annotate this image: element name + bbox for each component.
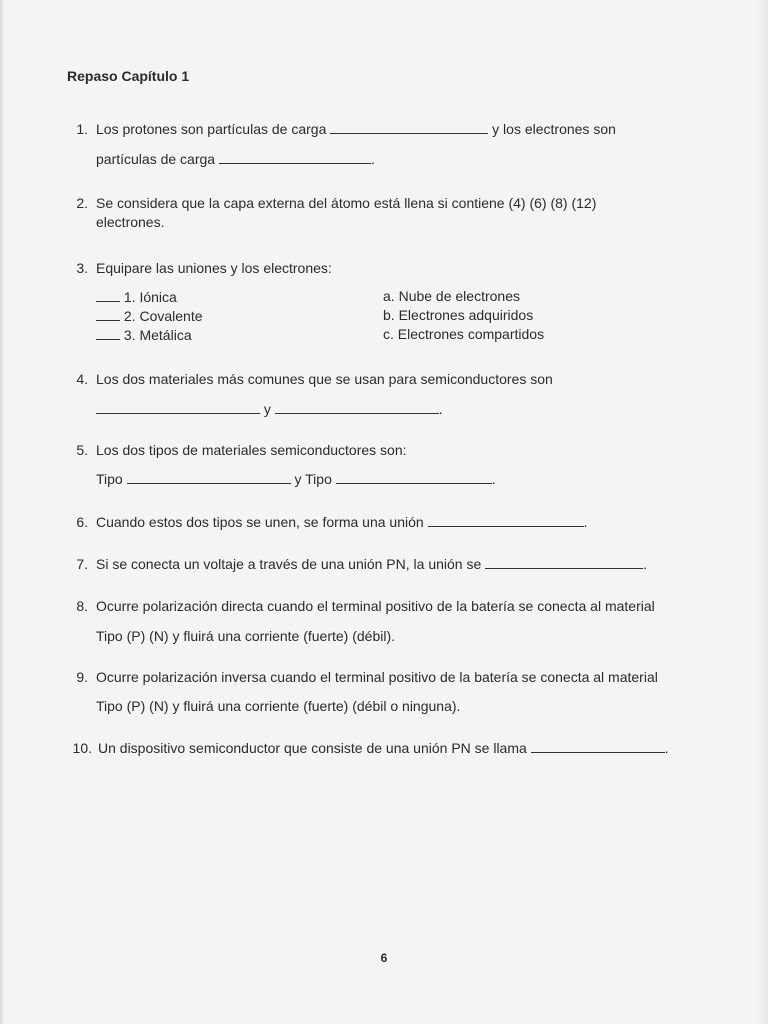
page-number: 6 bbox=[380, 951, 388, 965]
question-1-line-2 bbox=[96, 150, 375, 168]
question-6-text: Cuando estos dos tipos se unen, se forma una unión bbox=[96, 514, 424, 530]
question-1-blank-1[interactable] bbox=[330, 121, 488, 134]
question-4-period: . bbox=[438, 401, 443, 417]
question-5-line-2 bbox=[96, 470, 496, 488]
question-3-line-1: Equipare las uniones y los electrones: bbox=[96, 260, 332, 276]
match-left-item-2 bbox=[96, 307, 203, 325]
question-5-number: 5. bbox=[76, 442, 88, 458]
match-right-letter-c: c. bbox=[383, 326, 394, 342]
match-left-number-1: 1. bbox=[123, 289, 136, 305]
page-right-edge bbox=[758, 0, 768, 1024]
match-blank-3[interactable] bbox=[96, 327, 120, 340]
match-right-letter-a: a. bbox=[383, 288, 395, 304]
question-3-number: 3. bbox=[76, 260, 88, 276]
question-9-number: 9. bbox=[76, 669, 88, 685]
question-7-text: Si se conecta un voltaje a través de una unión PN, la unión se bbox=[96, 556, 482, 572]
question-8-number: 8. bbox=[76, 598, 88, 614]
match-right-item-c bbox=[383, 325, 544, 343]
question-4-line-2 bbox=[96, 400, 443, 418]
question-7-period: . bbox=[643, 556, 648, 572]
question-2-number: 2. bbox=[76, 195, 88, 211]
question-4-line-1: Los dos materiales más comunes que se usan para semiconductores son bbox=[96, 371, 553, 387]
match-right-label-a: Nube de electrones bbox=[398, 288, 520, 304]
question-2-line-1: Se considera que la capa externa del átomo está llena si contiene (4) (6) (8) (12) bbox=[96, 195, 597, 211]
match-left-label-1: Iónica bbox=[139, 289, 177, 305]
question-1-text-a: Los protones son partículas de carga bbox=[96, 121, 327, 137]
question-6-blank[interactable] bbox=[428, 514, 584, 527]
match-blank-2[interactable] bbox=[96, 308, 120, 321]
page-title: Repaso Capítulo 1 bbox=[67, 68, 190, 84]
question-1-text-c: partículas de carga bbox=[96, 151, 216, 167]
question-4-blank-2[interactable] bbox=[275, 401, 439, 414]
page-left-edge bbox=[0, 0, 4, 1024]
question-8-line-1: Ocurre polarización directa cuando el terminal positivo de la batería se conecta al material bbox=[96, 598, 655, 614]
match-right-item-b bbox=[383, 306, 533, 324]
match-left-item-1 bbox=[96, 288, 177, 306]
question-5-tipo-label: Tipo bbox=[96, 471, 123, 487]
question-10-line-1 bbox=[98, 739, 669, 757]
question-10-text: Un dispositivo semiconductor que consiste de una unión PN se llama bbox=[98, 740, 527, 756]
match-blank-1[interactable] bbox=[96, 289, 120, 302]
match-right-item-a bbox=[383, 287, 520, 305]
question-7-line-1 bbox=[96, 555, 647, 573]
question-6-number: 6. bbox=[76, 514, 88, 530]
question-5-blank-1[interactable] bbox=[127, 471, 291, 484]
question-5-y-tipo-label: y Tipo bbox=[294, 471, 332, 487]
question-7-blank[interactable] bbox=[485, 556, 643, 569]
match-left-label-2: Covalente bbox=[139, 308, 203, 324]
question-8-line-2: Tipo (P) (N) y fluirá una corriente (fuerte) (débil). bbox=[96, 628, 396, 644]
question-10-blank[interactable] bbox=[531, 740, 665, 753]
question-4-number: 4. bbox=[76, 371, 88, 387]
question-7-number: 7. bbox=[76, 556, 88, 572]
match-left-number-2: 2. bbox=[123, 308, 136, 324]
question-4-conjunction: y bbox=[263, 401, 271, 417]
question-6-period: . bbox=[583, 514, 588, 530]
match-right-letter-b: b. bbox=[383, 307, 395, 323]
question-9-line-2: Tipo (P) (N) y fluirá una corriente (fuerte) (débil o ninguna). bbox=[96, 698, 461, 714]
question-4-blank-1[interactable] bbox=[96, 401, 260, 414]
question-1-period: . bbox=[370, 151, 375, 167]
question-9-line-1: Ocurre polarización inversa cuando el terminal positivo de la batería se conecta al material bbox=[96, 669, 658, 685]
question-6-line-1 bbox=[96, 513, 587, 531]
match-right-label-c: Electrones compartidos bbox=[397, 326, 545, 342]
question-10-period: . bbox=[664, 740, 669, 756]
question-10-number: 10. bbox=[72, 740, 92, 756]
match-left-item-3 bbox=[96, 326, 192, 344]
match-left-label-3: Metálica bbox=[139, 327, 192, 343]
question-1-text-b: y los electrones son bbox=[492, 121, 616, 137]
question-2-line-2: electrones. bbox=[96, 214, 165, 230]
question-5-blank-2[interactable] bbox=[336, 471, 492, 484]
question-1-line-1 bbox=[96, 120, 616, 138]
question-1-blank-2[interactable] bbox=[219, 151, 371, 164]
match-left-number-3: 3. bbox=[123, 327, 136, 343]
question-5-period: . bbox=[491, 471, 496, 487]
match-right-label-b: Electrones adquiridos bbox=[398, 307, 534, 323]
question-5-line-1: Los dos tipos de materiales semiconductores son: bbox=[96, 442, 407, 458]
question-1-number: 1. bbox=[76, 121, 88, 137]
